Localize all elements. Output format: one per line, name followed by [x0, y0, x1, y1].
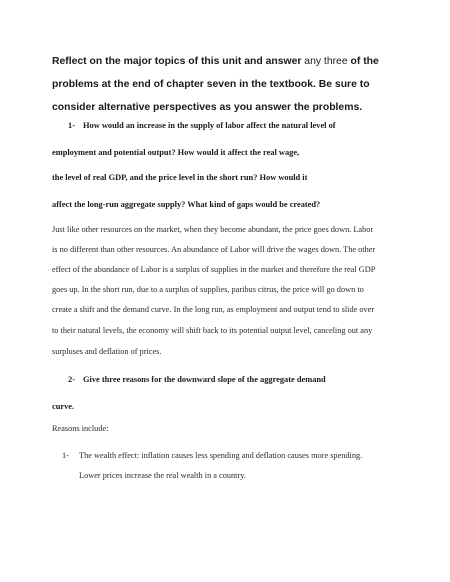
intro-bold-end: of the problems at the end of chapter seven in the textbook. Be sure to consider alternative perspectives as you answer the problems. — [52, 56, 379, 113]
question-2-line-1 — [68, 375, 326, 384]
reason-1-line-2: Lower prices increase the real wealth in a country. — [79, 471, 246, 480]
question-2-number: 2- — [68, 375, 75, 384]
reason-1-text-1: The wealth effect: inflation causes less spending and deflation causes more spending. — [79, 451, 363, 460]
question-1-line-3: the level of real GDP, and the price level in the short run? How would it — [52, 173, 308, 182]
intro-bold-start: Reflect on the major topics of this unit and answer — [52, 56, 302, 67]
question-2-text-1: Give three reasons for the downward slope of the aggregate demand — [83, 375, 326, 384]
answer-1-line-3: effect of the abundance of Labor is a surplus of supplies in the market and therefore the real GDP — [52, 265, 376, 274]
question-1-number: 1- — [68, 121, 75, 130]
question-1-line-2: employment and potential output? How would it affect the real wage, — [52, 148, 300, 157]
answer-1-line-5: create a shift and the demand curve. In the long run, as employment and output tend to slide over — [52, 305, 375, 314]
question-1-line-4: affect the long-run aggregate supply? What kind of gaps would be created? — [52, 200, 321, 209]
reasons-label: Reasons include: — [52, 424, 109, 433]
question-1-line-1 — [68, 121, 336, 130]
intro-normal-mid: any three — [301, 56, 351, 67]
answer-1-line-2: is no different than other resources. An abundance of Labor will drive the wages down. The other — [52, 245, 376, 254]
intro-paragraph — [52, 50, 408, 119]
question-2-line-2: curve. — [52, 402, 75, 411]
reason-1-line-1 — [62, 451, 362, 460]
answer-1-line-4: goes up. In the short run, due to a surplus of supplies, paribus citrus, the price will go down to — [52, 285, 364, 294]
answer-1-line-6: to their natural levels, the economy will shift back to its potential output level, canceling out any — [52, 326, 373, 335]
answer-1-line-1: Just like other resources on the market, when they become abundant, the price goes down. Labor — [52, 225, 374, 234]
answer-1-line-7: surpluses and deflation of prices. — [52, 347, 162, 356]
question-1-text-1: How would an increase in the supply of labor affect the natural level of — [83, 121, 336, 130]
reason-1-number: 1- — [62, 451, 69, 460]
